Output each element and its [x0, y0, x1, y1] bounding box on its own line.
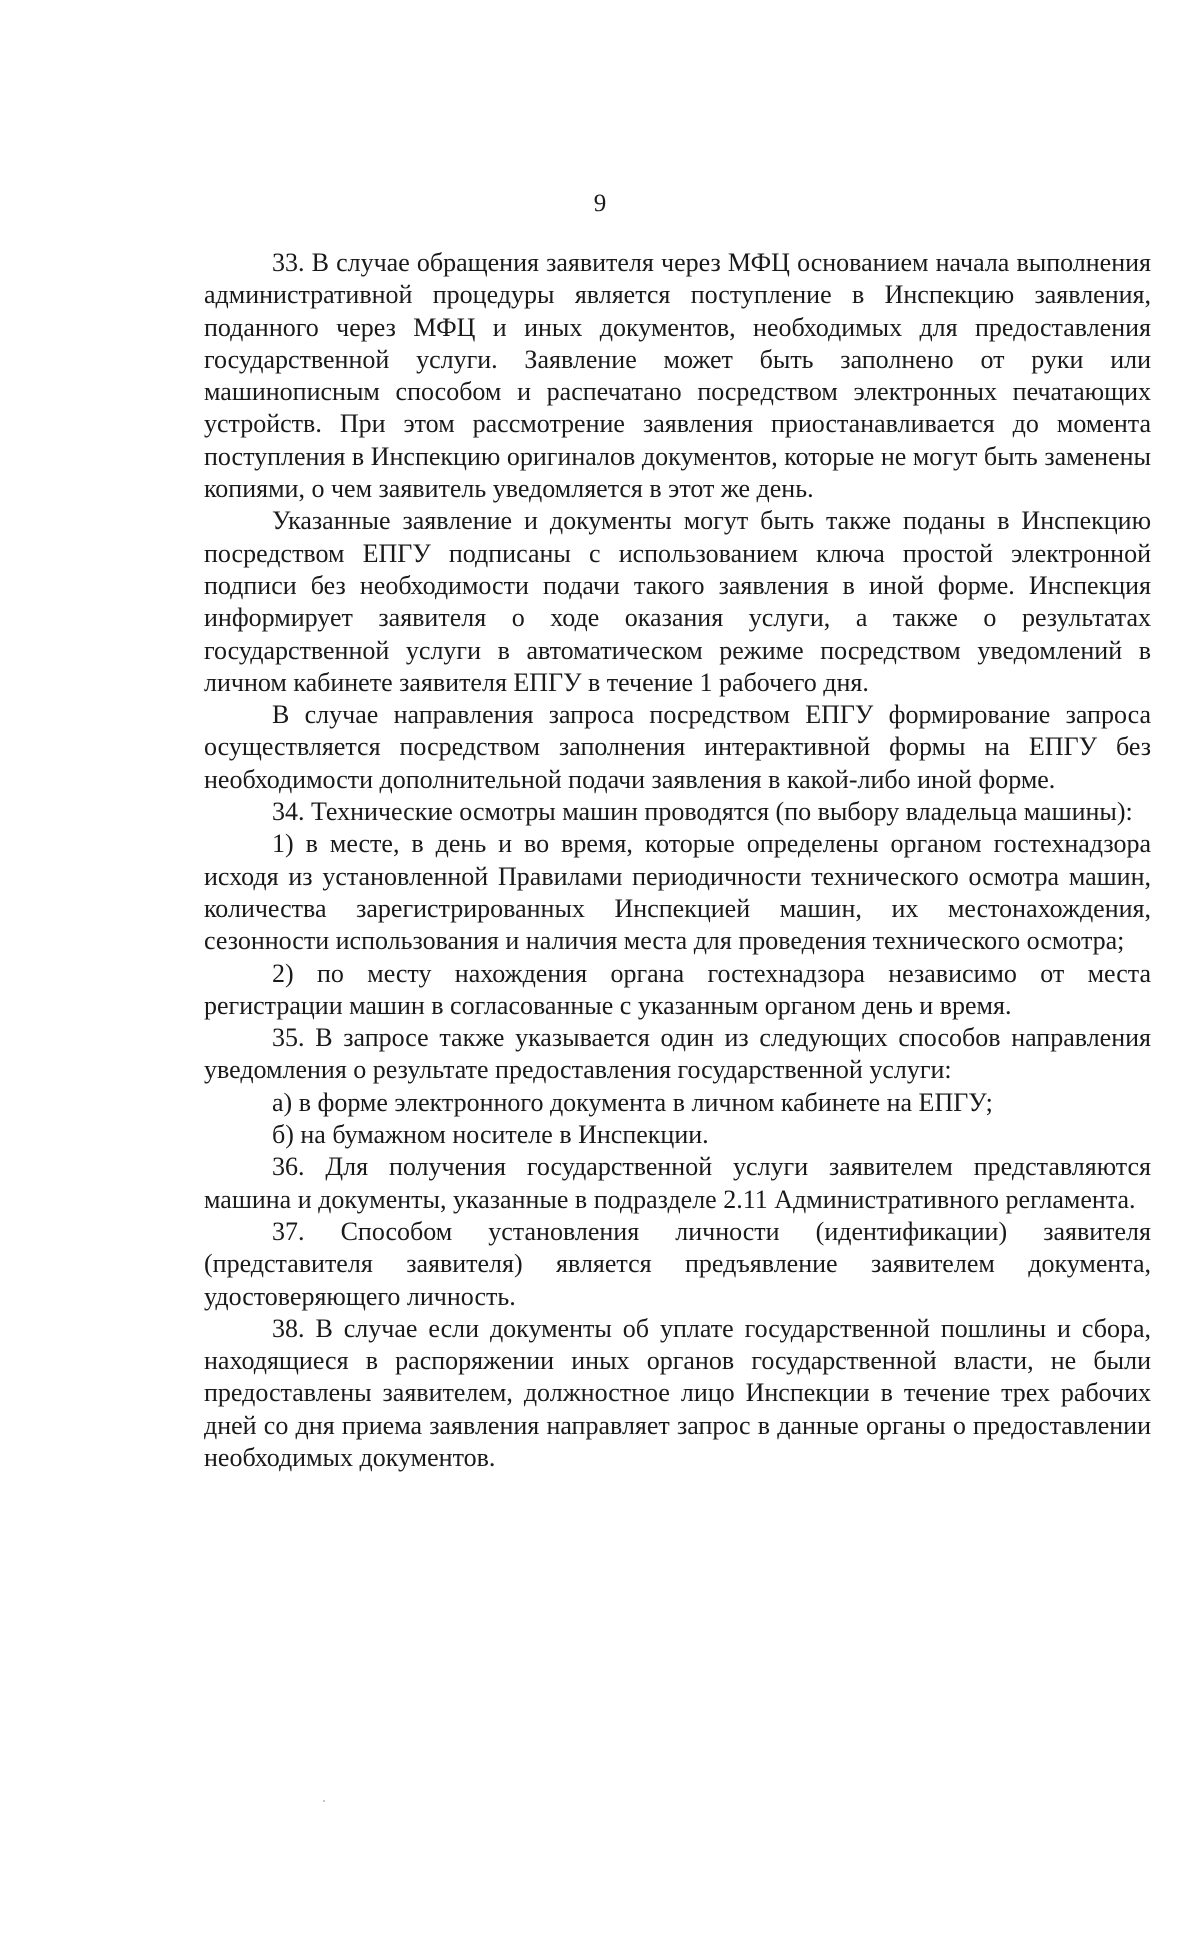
paragraph-38: 38. В случае если документы об уплате государственной пошлины и сбора, находящиеся в распоряжении иных органов государственной власти, не были предоставлены заявителем, должностное лицо Инспекции в течение трех рабочих дней со дня приема заявления направляет запрос в данные органы о предоставлении необходимых документов. — [204, 1313, 1151, 1472]
paragraph-35-item-b: б) на бумажном носителе в Инспекции. — [272, 1120, 709, 1150]
paragraph-35-item-a: а) в форме электронного документа в личном кабинете на ЕПГУ; — [272, 1087, 993, 1117]
page-number: 9 — [593, 190, 607, 217]
paragraph-36: 36. Для получения государственной услуги заявителем представляются машина и документы, указанные в подразделе 2.11 Административного регламента. — [204, 1152, 1151, 1214]
paragraph-35: 35. В запросе также указывается один из следующих способов направления уведомления о результате предоставления государственной услуги: — [204, 1023, 1151, 1085]
scan-artifact — [323, 1800, 325, 1802]
paragraph-33: 33. В случае обращения заявителя через МФЦ основанием начала выполнения административной процедуры является поступление в Инспекцию заявления, поданного через МФЦ и иных документов, необходимых для предоставления государственной услуги. Заявление может быть заполнено от руки или машинописным способом и распечатано посредством электронных печатающих устройств. При этом рассмотрение заявления приостанавливается до момента поступления в Инспекцию оригиналов документов, которые не могут быть заменены копиями, о чем заявитель уведомляется в этот же день. — [204, 248, 1151, 504]
paragraph-33-epgu-request: В случае направления запроса посредством ЕПГУ формирование запроса осуществляется посредством заполнения интерактивной формы на ЕПГУ без необходимости дополнительной подачи заявления в какой-либо иной форме. — [204, 700, 1151, 794]
paragraph-34: 34. Технические осмотры машин проводятся (по выбору владельца машины): — [272, 797, 1133, 827]
paragraph-34-item-1: 1) в месте, в день и во время, которые определены органом гостехнадзора исходя из установленной Правилами периодичности технического осмотра машин, количества зарегистрированных Инспекцией машин, их местонахождения, сезонности использования и наличия места для проведения технического осмотра; — [204, 829, 1151, 956]
paragraph-37: 37. Способом установления личности (идентификации) заявителя (представителя заявителя) является предъявление заявителем документа, удостоверяющего личность. — [204, 1216, 1151, 1311]
paragraph-34-item-2: 2) по месту нахождения органа гостехнадзора независимо от места регистрации машин в согласованные с указанным органом день и время. — [204, 958, 1151, 1020]
paragraph-33-epgu-submission: Указанные заявление и документы могут быть также поданы в Инспекцию посредством ЕПГУ подписаны с использованием ключа простой электронной подписи без необходимости подачи такого заявления в иной форме. Инспекция информирует заявителя о ходе оказания услуги, а также о результатах государственной услуги в автоматическом режиме посредством уведомлений в личном кабинете заявителя ЕПГУ в течение 1 рабочего дня. — [204, 506, 1151, 697]
document-body — [204, 247, 1151, 1474]
